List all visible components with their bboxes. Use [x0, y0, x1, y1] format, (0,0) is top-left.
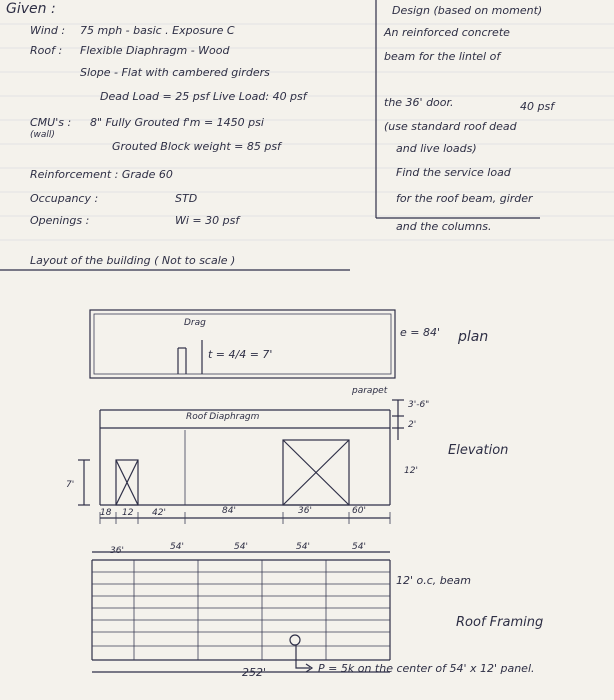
- design-line-8: for the roof beam, girder: [396, 192, 533, 205]
- wind-value: 75 mph - basic . Exposure C: [80, 24, 235, 37]
- roof-line-1: Flexible Diaphragm - Wood: [80, 44, 230, 57]
- elevation-dim-5: 60': [352, 506, 366, 516]
- occupancy-label: Occupancy :: [30, 192, 99, 205]
- occupancy-value: STD: [175, 192, 198, 205]
- roof-label: Roof :: [30, 44, 63, 57]
- design-line-2: An reinforced concrete: [384, 26, 510, 39]
- elevation-dim-0: 18: [100, 508, 112, 518]
- cmu-label: CMU's :: [30, 116, 72, 129]
- elevation-dim-2: 2': [408, 420, 417, 430]
- design-line-5: (use standard roof dead: [384, 120, 517, 133]
- design-line-7: Find the service load: [396, 166, 511, 179]
- plan-t-label: t = 4/4 = 7': [208, 348, 273, 361]
- framing-spacing-note: 12' o.c, beam: [396, 574, 471, 587]
- reinforcement: Reinforcement : Grade 60: [30, 168, 173, 181]
- elevation-dim-4: 36': [298, 506, 312, 516]
- design-line-6: and live loads): [396, 142, 477, 155]
- plan-drag-label: Drag: [184, 318, 206, 328]
- elevation-roof-diaphragm: Roof Diaphragm: [186, 412, 260, 422]
- elevation-dim-1: 12: [122, 508, 134, 518]
- framing-load-note: P = 5k on the center of 54' x 12' panel.: [318, 662, 535, 675]
- elevation-height-12: 12': [404, 466, 418, 476]
- design-line-4: the 36' door.: [384, 96, 454, 109]
- design-line-1: Design (based on moment): [392, 4, 543, 17]
- cmu-line-2: Grouted Block weight = 85 psf: [112, 140, 281, 153]
- design-load: 40 psf: [520, 100, 555, 113]
- roof-framing-drawing: [92, 552, 390, 672]
- elevation-parapet: parapet: [352, 386, 388, 396]
- elevation-title: Elevation: [448, 443, 509, 458]
- cmu-sub: (wall): [30, 130, 55, 140]
- roof-line-3: Dead Load = 25 psf Live Load: 40 psf: [100, 90, 307, 103]
- elevation-dim-3: 84': [222, 506, 236, 516]
- openings-label: Openings :: [30, 214, 90, 227]
- given-heading: Given :: [6, 1, 56, 17]
- elevation-dim-parapet: 3'-6": [408, 400, 430, 410]
- framing-span-1: 54': [170, 542, 184, 552]
- framing-span-0: 36': [110, 546, 124, 556]
- framing-title: Roof Framing: [456, 615, 544, 630]
- framing-span-2: 54': [234, 542, 248, 552]
- openings-value: Wi = 30 psf: [175, 214, 240, 227]
- plan-e-label: e = 84': [400, 326, 440, 339]
- cmu-line-1: 8" Fully Grouted f'm = 1450 psi: [90, 116, 264, 129]
- design-line-3: beam for the lintel of: [384, 50, 501, 63]
- roof-line-2: Slope - Flat with cambered girders: [80, 66, 270, 79]
- elevation-height-7: 7': [66, 480, 75, 490]
- design-line-9: and the columns.: [396, 220, 492, 233]
- framing-total: 252': [242, 666, 267, 679]
- plan-title: plan: [458, 329, 489, 345]
- framing-span-3: 54': [296, 542, 310, 552]
- plan-drawing: [90, 310, 395, 378]
- wind-label: Wind :: [30, 24, 66, 37]
- framing-span-4: 54': [352, 542, 366, 552]
- layout-title: Layout of the building ( Not to scale ): [30, 254, 236, 267]
- elevation-dim-2: 42': [152, 508, 166, 518]
